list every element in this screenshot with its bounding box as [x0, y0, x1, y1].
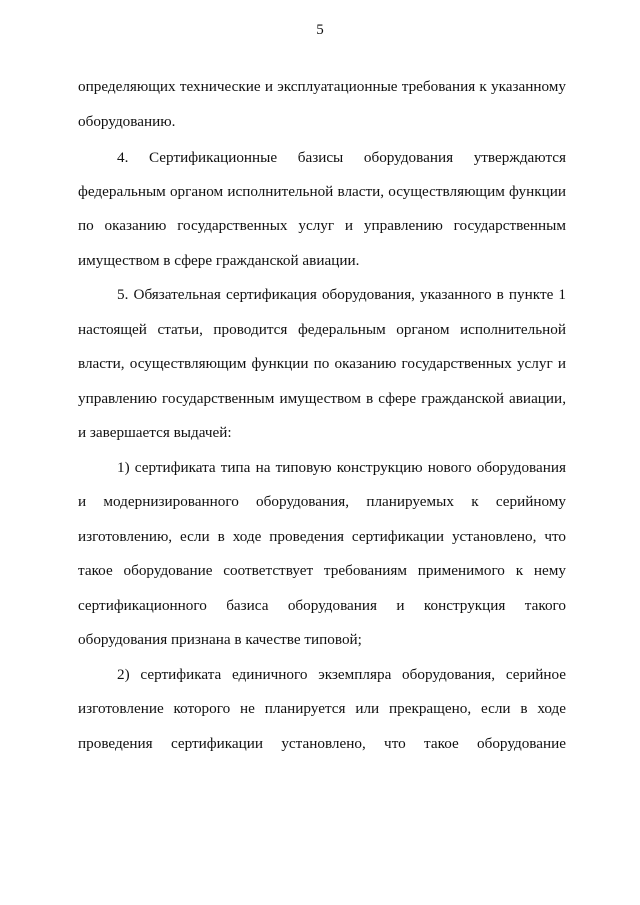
text-line: оборудования признана в качестве типовой; — [78, 631, 362, 648]
text-line: сертификационного базиса оборудования и конструкция такого — [78, 597, 566, 614]
page-number: 5 — [316, 22, 324, 38]
text-line: управлению государственным имуществом в сфере гражданской авиации, — [78, 390, 566, 407]
text-line: 5. Обязательная сертификация оборудования, указанного в пункте 1 — [117, 286, 566, 303]
text-line: настоящей статьи, проводится федеральным органом исполнительной — [78, 321, 566, 338]
text-line: имуществом в сфере гражданской авиации. — [78, 252, 360, 269]
text-line: изготовление которого не планируется или прекращено, если в ходе — [78, 700, 566, 717]
text-line: и модернизированного оборудования, планируемых к серийному — [78, 493, 566, 510]
text-line: проведения сертификации установлено, что такое оборудование — [78, 735, 566, 752]
text-line: определяющих технические и эксплуатационные требования к указанному — [78, 78, 566, 95]
text-line: власти, осуществляющим функции по оказанию государственных услуг и — [78, 355, 566, 372]
text-line: федеральным органом исполнительной власти, осуществляющим функции — [78, 183, 566, 200]
text-line: 4. Сертификационные базисы оборудования утверждаются — [117, 149, 566, 166]
text-line: 1) сертификата типа на типовую конструкцию нового оборудования — [117, 459, 566, 476]
text-line: такое оборудование соответствует требованиям применимого к нему — [78, 562, 566, 579]
text-line: изготовлению, если в ходе проведения сертификации установлено, что — [78, 528, 566, 545]
text-line: и завершается выдачей: — [78, 424, 232, 441]
text-line: по оказанию государственных услуг и управлению государственным — [78, 217, 566, 234]
text-line: оборудованию. — [78, 113, 176, 130]
text-line: 2) сертификата единичного экземпляра оборудования, серийное — [117, 666, 566, 683]
